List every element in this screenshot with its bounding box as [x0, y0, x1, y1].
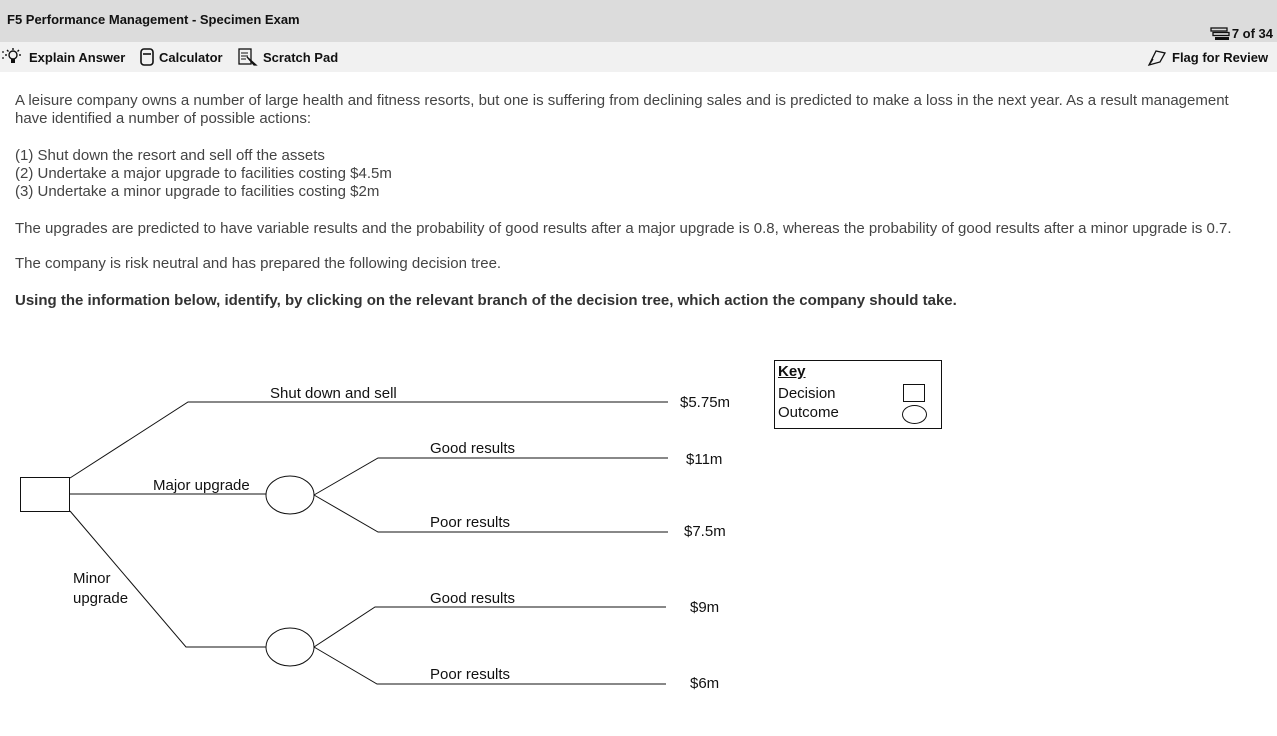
key-decision-label: Decision [778, 385, 836, 402]
decision-tree [0, 340, 760, 736]
key-outcome-label: Outcome [778, 404, 839, 421]
scratch-pad-label: Scratch Pad [263, 49, 339, 65]
explain-answer-label: Explain Answer [29, 49, 126, 65]
question-list-icon [1210, 27, 1230, 41]
value-minor-poor: $6m [690, 675, 720, 692]
major-poor-label: Poor results [430, 514, 511, 531]
branch-minor-good [314, 607, 666, 647]
shut-down-label: Shut down and sell [270, 385, 397, 402]
minor-poor-label: Poor results [430, 666, 511, 683]
app-title: F5 Performance Management - Specimen Exam [7, 12, 300, 27]
flag-for-review-button[interactable] [1147, 48, 1268, 66]
scratch-pad-button[interactable] [238, 48, 338, 66]
flag-icon [1147, 48, 1167, 66]
question-counter [1210, 26, 1273, 41]
calculator-label: Calculator [159, 49, 223, 65]
minor-outcome-node [266, 628, 314, 666]
action-item: (1) Shut down the resort and sell off the assets [15, 147, 325, 164]
minor-upgrade-label-line2: upgrade [73, 590, 129, 607]
lightbulb-icon [2, 48, 24, 66]
calculator-icon [140, 48, 154, 66]
action-item: (3) Undertake a minor upgrade to facilities costing $2m [15, 183, 380, 200]
question-counter-text: 7 of 34 [1231, 26, 1273, 41]
value-shut-down: $5.75m [680, 394, 731, 411]
value-major-poor: $7.5m [684, 523, 726, 540]
question-instruction: Using the information below, identify, by clicking on the relevant branch of the decision tree, which action the company should take. [15, 292, 957, 309]
major-upgrade-label: Major upgrade [153, 477, 250, 494]
action-list [15, 147, 1245, 201]
question-intro: A leisure company owns a number of large health and fitness resorts, but one is suffering from declining sales and is predicted to make a loss in the next year. As a result management have identified a number of possible actions: [15, 92, 1229, 127]
branch-major-good [314, 458, 668, 495]
decision-node [21, 478, 70, 512]
flag-for-review-label: Flag for Review [1172, 49, 1269, 65]
value-major-good: $11m [686, 451, 723, 468]
minor-good-label: Good results [430, 590, 516, 607]
question-probabilities: The upgrades are predicted to have variable results and the probability of good results after a major upgrade is 0.8, whereas the probability of good results after a minor upgrade is 0.7. [15, 220, 1232, 237]
toolbar [0, 42, 1277, 72]
title-bar [0, 0, 1277, 42]
question-risk: The company is risk neutral and has prepared the following decision tree. [15, 255, 502, 272]
calculator-button[interactable] [140, 48, 223, 66]
key-outcome-circle [902, 405, 927, 424]
minor-upgrade-label-line1: Minor [73, 570, 111, 587]
branch-shut-down[interactable] [70, 402, 668, 478]
question-text [15, 92, 1245, 310]
major-good-label: Good results [430, 440, 516, 457]
action-item: (2) Undertake a major upgrade to facilities costing $4.5m [15, 165, 392, 182]
key-legend [774, 360, 942, 429]
value-minor-good: $9m [690, 599, 720, 616]
key-title: Key [778, 363, 806, 380]
key-decision-square [903, 384, 925, 402]
major-outcome-node [266, 476, 314, 514]
scratch-pad-icon [238, 48, 258, 66]
explain-answer-button[interactable] [2, 48, 125, 66]
